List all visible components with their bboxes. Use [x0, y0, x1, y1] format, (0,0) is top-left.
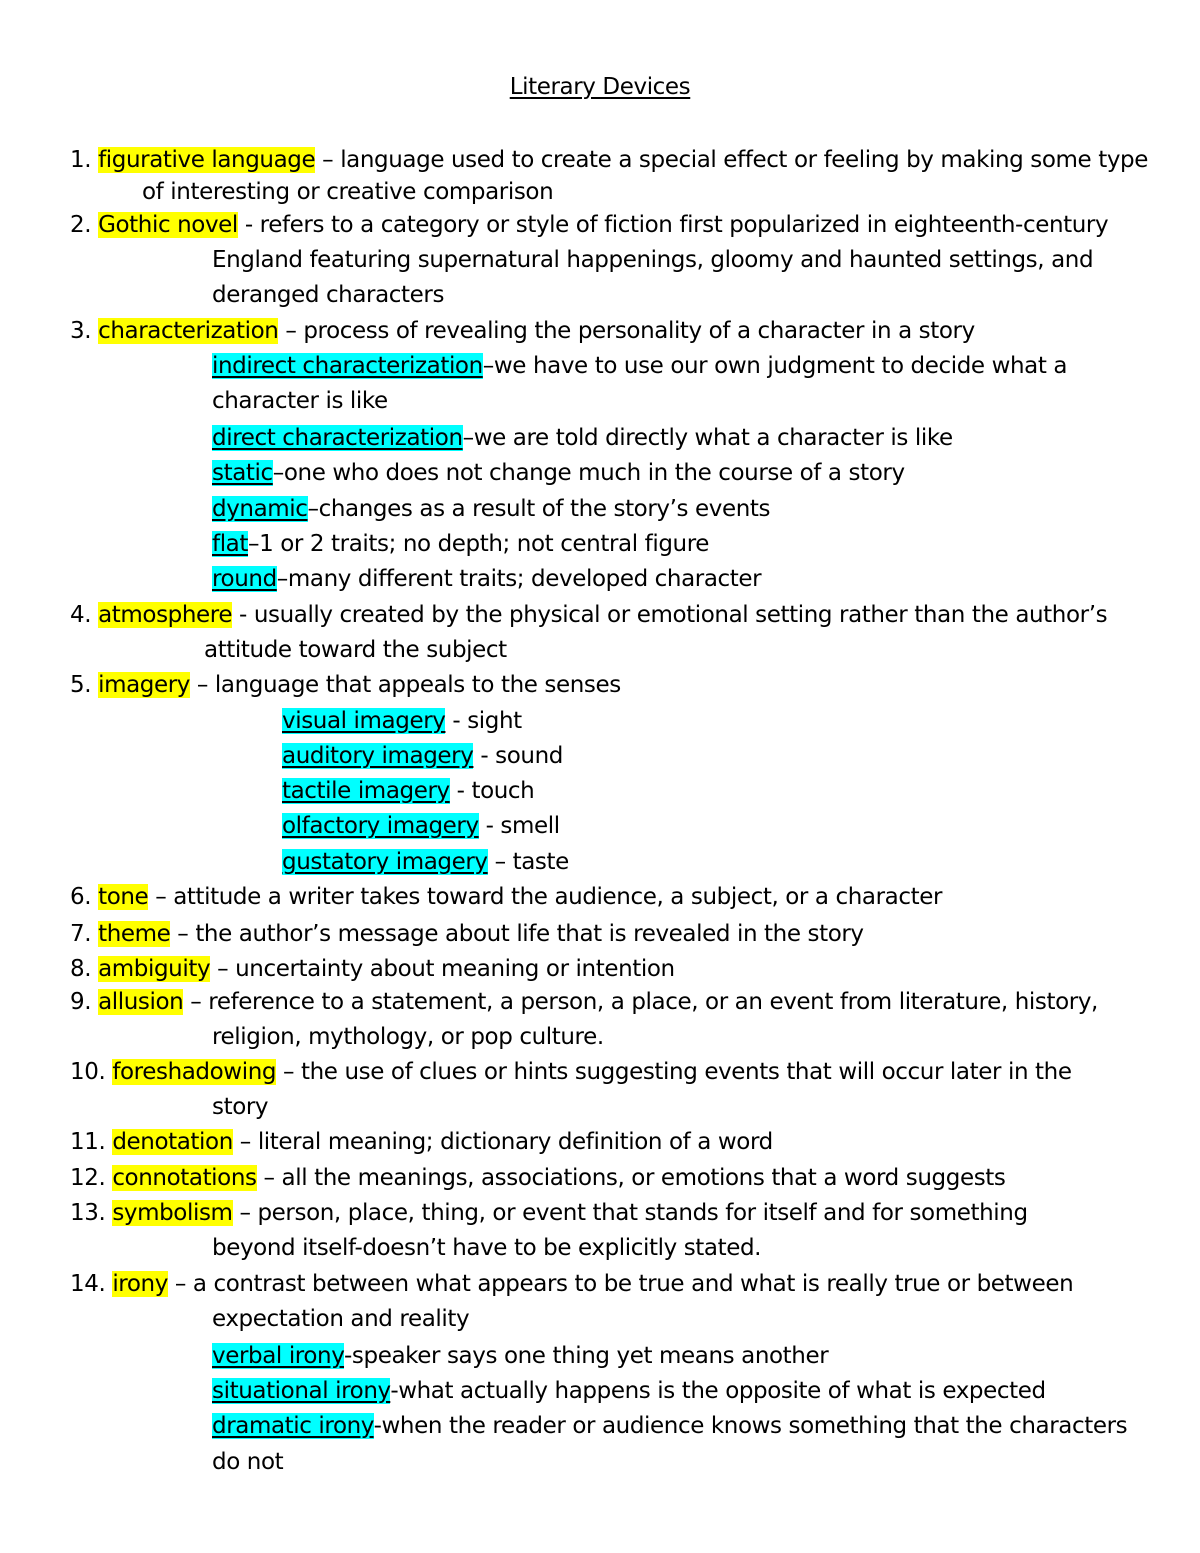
term-definition: – reference to a statement, a person, a place, or an event from literature, history, — [183, 989, 1098, 1015]
subterm-highlight: tactile imagery — [282, 778, 450, 804]
entry-number: 9. — [70, 989, 92, 1015]
entry-number: 1. — [70, 147, 92, 173]
subterm-highlight: flat — [212, 531, 248, 557]
entry-line — [70, 954, 675, 984]
entry-line — [70, 210, 1108, 240]
page-title: Literary Devices — [509, 74, 691, 100]
subterm-highlight: olfactory imagery — [282, 813, 479, 839]
subterm-highlight: gustatory imagery — [282, 849, 488, 875]
subterm-definition: - sight — [445, 708, 522, 734]
subterm-highlight: auditory imagery — [282, 743, 474, 769]
entry-number: 6. — [70, 884, 92, 910]
subterm-line — [282, 847, 569, 877]
continuation-text: England featuring supernatural happenings, gloomy and haunted settings, and — [212, 247, 1094, 273]
entry-line — [70, 145, 1148, 175]
subterm-highlight: indirect characterization — [212, 353, 483, 379]
entry-line — [70, 316, 975, 346]
continuation-text: of interesting or creative comparison — [142, 179, 554, 205]
term-highlight: ambiguity — [98, 956, 211, 982]
subterm-highlight: dynamic — [212, 496, 308, 522]
subterm-line — [212, 1341, 828, 1371]
term-definition: – a contrast between what appears to be true and what is really true or between — [167, 1271, 1074, 1297]
subterm-line — [212, 458, 905, 488]
term-definition: - usually created by the physical or emotional setting rather than the author’s — [232, 602, 1108, 628]
term-definition: – attitude a writer takes toward the audience, a subject, or a character — [148, 884, 943, 910]
term-highlight: characterization — [98, 318, 279, 344]
subterm-highlight: situational irony — [212, 1378, 391, 1404]
entry-line — [70, 670, 621, 700]
subterm-line — [212, 1376, 1046, 1406]
term-highlight: symbolism — [112, 1200, 233, 1226]
term-highlight: connotations — [112, 1165, 257, 1191]
continuation-text: character is like — [212, 388, 388, 414]
subterm-line — [212, 564, 761, 594]
subterm-line — [212, 1411, 1127, 1441]
subterm-definition: - smell — [478, 813, 560, 839]
subterm-definition: –one who does not change much in the course of a story — [272, 460, 905, 486]
subterm-highlight: verbal irony — [212, 1343, 345, 1369]
entry-line — [70, 600, 1107, 630]
entry-number: 10. — [70, 1059, 106, 1085]
entry-line — [70, 1198, 1028, 1228]
continuation-text: deranged characters — [212, 282, 445, 308]
definition-continuation — [212, 245, 1093, 275]
definition-continuation — [212, 1233, 761, 1263]
subterm-definition: –1 or 2 traits; no depth; not central figure — [248, 531, 709, 557]
term-definition: – all the meanings, associations, or emotions that a word suggests — [256, 1165, 1006, 1191]
entry-number: 13. — [70, 1200, 106, 1226]
entry-line — [70, 987, 1098, 1017]
term-definition: – process of revealing the personality of a character in a story — [278, 318, 975, 344]
definition-continuation — [212, 1092, 268, 1122]
entry-number: 7. — [70, 921, 92, 947]
entry-number: 11. — [70, 1129, 106, 1155]
term-highlight: allusion — [98, 989, 184, 1015]
subterm-line — [212, 351, 1067, 381]
entry-line — [70, 1163, 1005, 1193]
entry-number: 8. — [70, 956, 92, 982]
continuation-text: do not — [212, 1449, 284, 1475]
entry-line — [70, 882, 942, 912]
subterm-continuation — [212, 386, 388, 416]
entry-line — [70, 919, 864, 949]
term-highlight: Gothic novel — [98, 212, 238, 238]
term-definition: – the use of clues or hints suggesting events that will occur later in the — [276, 1059, 1072, 1085]
term-definition: - refers to a category or style of fiction first popularized in eighteenth-century — [237, 212, 1109, 238]
entry-number: 4. — [70, 602, 92, 628]
subterm-definition: –we have to use our own judgment to decide what a — [482, 353, 1068, 379]
term-highlight: theme — [98, 921, 171, 947]
subterm-definition: –we are told directly what a character is like — [462, 425, 953, 451]
subterm-highlight: dramatic irony — [212, 1413, 374, 1439]
term-definition: – language that appeals to the senses — [190, 672, 621, 698]
subterm-definition: -when the reader or audience knows something that the characters — [373, 1413, 1128, 1439]
term-highlight: irony — [112, 1271, 168, 1297]
term-highlight: imagery — [98, 672, 190, 698]
entry-number: 3. — [70, 318, 92, 344]
subterm-line — [282, 776, 534, 806]
term-definition: – uncertainty about meaning or intention — [210, 956, 675, 982]
subterm-definition: –many different traits; developed character — [276, 566, 762, 592]
definition-continuation — [142, 177, 553, 207]
definition-continuation — [204, 635, 507, 665]
continuation-text: expectation and reality — [212, 1306, 470, 1332]
entry-number: 12. — [70, 1165, 106, 1191]
entry-number: 5. — [70, 672, 92, 698]
subterm-line — [282, 811, 560, 841]
term-definition: – language used to create a special effect or feeling by making some type — [315, 147, 1148, 173]
term-highlight: atmosphere — [98, 602, 233, 628]
entry-number: 2. — [70, 212, 92, 238]
subterm-line — [212, 423, 953, 453]
continuation-text: beyond itself-doesn’t have to be explicitly stated. — [212, 1235, 762, 1261]
term-highlight: figurative language — [98, 147, 316, 173]
continuation-text: story — [212, 1094, 269, 1120]
term-highlight: foreshadowing — [112, 1059, 277, 1085]
subterm-highlight: direct characterization — [212, 425, 463, 451]
definition-continuation — [212, 1022, 604, 1052]
definition-continuation — [212, 1304, 469, 1334]
term-definition: – literal meaning; dictionary definition of a word — [232, 1129, 773, 1155]
subterm-highlight: visual imagery — [282, 708, 446, 734]
subterm-definition: - sound — [473, 743, 563, 769]
entry-line — [70, 1127, 773, 1157]
subterm-definition: – taste — [487, 849, 569, 875]
subterm-line — [212, 529, 709, 559]
definition-continuation — [212, 280, 444, 310]
subterm-definition: –changes as a result of the story’s events — [307, 496, 771, 522]
continuation-text: attitude toward the subject — [204, 637, 507, 663]
entry-line — [70, 1269, 1073, 1299]
subterm-definition: -speaker says one thing yet means another — [344, 1343, 829, 1369]
entry-line — [70, 1057, 1072, 1087]
subterm-definition: - touch — [449, 778, 535, 804]
subterm-highlight: round — [212, 566, 277, 592]
subterm-definition: -what actually happens is the opposite of what is expected — [390, 1378, 1046, 1404]
term-highlight: tone — [98, 884, 149, 910]
term-definition: – the author’s message about life that is revealed in the story — [170, 921, 864, 947]
subterm-line — [212, 494, 770, 524]
subterm-line — [282, 706, 522, 736]
subterm-highlight: static — [212, 460, 273, 486]
entry-number: 14. — [70, 1271, 106, 1297]
subterm-continuation — [212, 1447, 283, 1477]
continuation-text: religion, mythology, or pop culture. — [212, 1024, 604, 1050]
term-definition: – person, place, thing, or event that stands for itself and for something — [232, 1200, 1028, 1226]
subterm-line — [282, 741, 563, 771]
term-highlight: denotation — [112, 1129, 233, 1155]
